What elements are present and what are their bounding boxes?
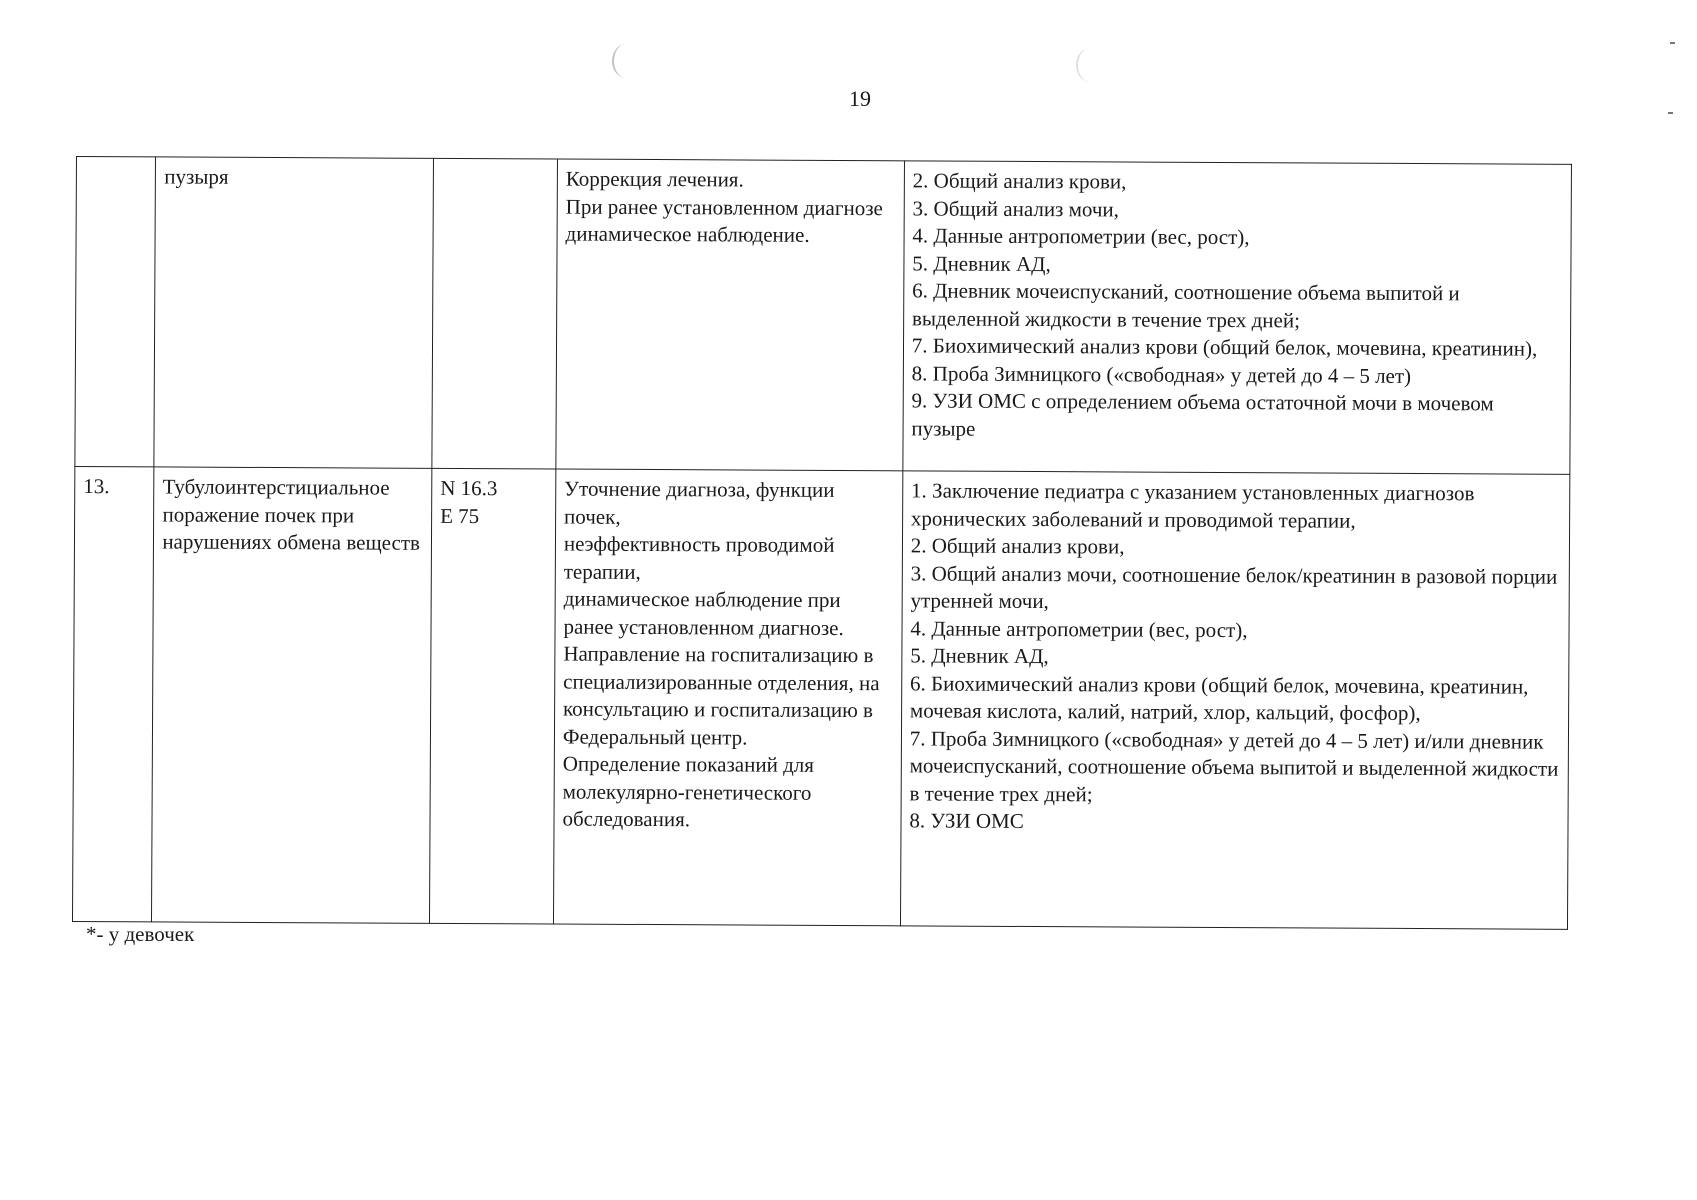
document-item: 5. Дневник АД, <box>912 250 1051 276</box>
action-item: неэффективность проводимой терапии, <box>563 531 835 584</box>
page-number: 19 <box>849 86 871 111</box>
table-row-continued <box>75 157 1572 475</box>
medical-table <box>72 156 1572 930</box>
document-item: 5. Дневник АД, <box>910 643 1049 669</box>
actions-cell <box>556 159 904 471</box>
document-item: 7. Биохимический анализ крови (общий белок, мочевина, креатинин), <box>911 333 1538 361</box>
footnote: *- у девочек <box>86 922 195 946</box>
icd-code: N 16.3 <box>440 475 498 501</box>
scan-speck <box>1670 42 1675 44</box>
hole-punch-mark <box>612 44 640 78</box>
documents-cell <box>900 471 1570 929</box>
document-item: 4. Данные антропометрии (вес, рост), <box>910 615 1248 642</box>
diagnosis-name-cell: пузыря <box>154 157 433 468</box>
action-item: динамическое наблюдение при ранее установленном диагнозе. <box>563 586 844 640</box>
document-item: 2. Общий анализ крови, <box>912 168 1127 194</box>
document-item: 3. Общий анализ мочи, соотношение белок/креатинин в разовой порции утренней мочи, <box>910 560 1558 614</box>
document-item: 2. Общий анализ крови, <box>910 533 1125 559</box>
icd-code-cell <box>429 468 555 924</box>
hole-punch-mark <box>1076 48 1104 82</box>
action-item: Определение показаний для молекулярно-генетического обследования. <box>562 751 814 832</box>
table-row-13 <box>72 466 1569 929</box>
diagnosis-name-cell: Тубулоинтерстициальное поражение почек при нарушениях обмена веществ <box>152 467 432 923</box>
action-item: Коррекция лечения. <box>565 166 744 192</box>
document-item: 8. УЗИ ОМС <box>909 808 1024 833</box>
document-item: 1. Заключение педиатра с указанием установленных диагнозов хронических заболеваний и проводимой терапии, <box>910 478 1475 533</box>
document-item: 6. Биохимический анализ крови (общий белок, мочевина, креатинин, мочевая кислота, калий, натрий, хлор, кальций, фосфор), <box>909 670 1529 726</box>
documents-cell <box>903 161 1572 474</box>
document-item: 8. Проба Зимницкого («свободная» у детей до 4 – 5 лет) <box>911 360 1412 388</box>
scan-speck <box>1668 112 1673 114</box>
document-item: 7. Проба Зимницкого («свободная» у детей до 4 – 5 лет) и/или дневник мочеиспусканий, соотношение объема выпитой и выделенной жидкости в течение трех дней; <box>909 725 1559 806</box>
document-item: 3. Общий анализ мочи, <box>912 195 1120 221</box>
action-item: Направление на госпитализацию в специализированные отделения, на консультацию и госпитализацию в Федеральный центр. <box>562 641 880 750</box>
actions-cell <box>553 469 902 926</box>
icd-code-cell <box>432 158 558 469</box>
document-item: 4. Данные антропометрии (вес, рост), <box>912 223 1250 250</box>
action-item: При ранее установленном диагнозе динамическое наблюдение. <box>565 194 883 247</box>
row-number-cell: 13. <box>72 466 154 921</box>
icd-code: E 75 <box>440 503 480 528</box>
document-item: 9. УЗИ ОМС с определением объема остаточной мочи в мочевом пузыре <box>911 388 1494 441</box>
action-item: Уточнение диагноза, функции почек, <box>564 476 835 529</box>
row-number-cell <box>75 157 156 467</box>
document-item: 6. Дневник мочеиспусканий, соотношение объема выпитой и выделенной жидкости в течение трех дней; <box>911 278 1460 332</box>
